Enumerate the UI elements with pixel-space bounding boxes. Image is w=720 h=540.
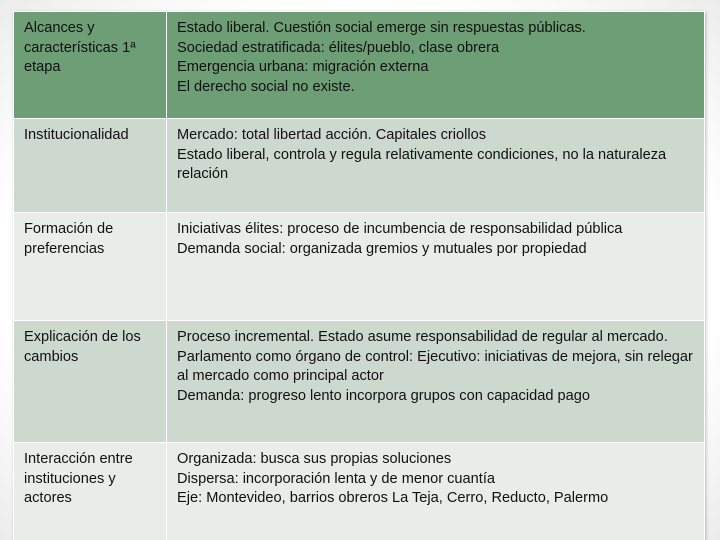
row-label: Institucionalidad: [14, 119, 167, 213]
row-content: [167, 119, 705, 213]
row-label: Interacción entre instituciones y actores: [14, 443, 167, 540]
row-label: Alcances y características 1ª etapa: [14, 12, 167, 119]
row-content: [167, 443, 705, 540]
content-line: Mercado: total libertad acción. Capitales criollos: [177, 127, 487, 143]
row-label: Formación de preferencias: [14, 213, 167, 321]
content-table: [13, 11, 705, 540]
row-label: Explicación de los cambios: [14, 321, 167, 443]
content-line: Estado liberal. Cuestión social emerge sin respuestas públicas.: [177, 20, 586, 36]
content-line: Organizada: busca sus propias soluciones: [177, 451, 452, 467]
content-line: Demanda: progreso lento incorpora grupos con capacidad pago: [177, 387, 590, 404]
content-line: Estado liberal, controla y regula relativamente condiciones, no la naturaleza relación: [177, 146, 667, 182]
content-line: El derecho social no existe.: [177, 78, 355, 95]
content-line: Eje: Montevideo, barrios obreros La Teja, Cerro, Reducto, Palermo: [177, 490, 609, 506]
table-row: [14, 119, 705, 213]
content-line: Dispersa: incorporación lenta y de menor cuantía: [177, 470, 495, 487]
row-content: [167, 321, 705, 443]
content-line: Proceso incremental. Estado asume responsabilidad de regular al mercado. Parlamento como órgano de control: Ejecutivo: iniciativas de mejora, sin relegar al mercado como principal actor: [177, 329, 693, 384]
table-row: [14, 213, 705, 321]
content-line: Sociedad estratificada: élites/pueblo, clase obrera: [177, 39, 500, 56]
row-content: [167, 12, 705, 119]
content-line: Iniciativas élites: proceso de incumbencia de responsabilidad pública: [177, 221, 623, 237]
table-row: [14, 12, 705, 119]
table-row: [14, 443, 705, 540]
row-content: [167, 213, 705, 321]
content-line: Emergencia urbana: migración externa: [177, 59, 429, 75]
content-line: Demanda social: organizada gremios y mutuales por propiedad: [177, 240, 587, 257]
table-row: [14, 321, 705, 443]
